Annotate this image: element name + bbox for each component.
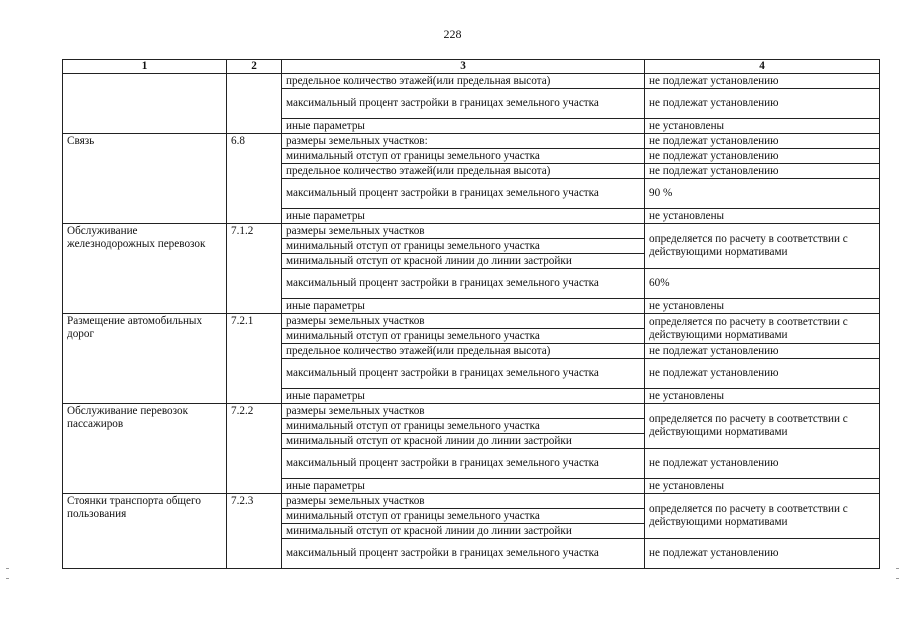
use-name-cell: Размещение автомобильных дорог [63,314,227,404]
header-row [63,60,880,74]
param-cell: максимальный процент застройки в границах земельного участка [282,179,645,209]
table-row [63,134,880,149]
table-row [63,494,880,509]
value-cell: 60% [645,269,880,299]
use-code-cell [227,74,282,134]
value-cell: 90 % [645,179,880,209]
param-cell: минимальный отступ от красной линии до линии застройки [282,254,645,269]
param-cell: размеры земельных участков [282,314,645,329]
param-cell: максимальный процент застройки в границах земельного участка [282,539,645,569]
param-cell: предельное количество этажей(или предельная высота) [282,164,645,179]
param-cell: минимальный отступ от границы земельного участка [282,419,645,434]
header-col-4: 4 [645,60,880,74]
value-cell: не подлежат установлению [645,449,880,479]
value-cell: не подлежат установлению [645,149,880,164]
regulations-table [62,59,880,569]
param-cell: размеры земельных участков [282,404,645,419]
use-code-cell: 7.2.1 [227,314,282,404]
use-code-cell: 6.8 [227,134,282,224]
scan-mark-right [896,568,899,569]
use-code-cell: 7.1.2 [227,224,282,314]
use-name-cell: Обслуживание перевозок пассажиров [63,404,227,494]
value-cell: не подлежат установлению [645,74,880,89]
value-cell: не подлежат установлению [645,134,880,149]
param-cell: минимальный отступ от границы земельного участка [282,149,645,164]
param-cell: размеры земельных участков [282,494,645,509]
page-number: 228 [443,27,462,41]
value-cell: не установлены [645,299,880,314]
value-cell: определяется по расчету в соответствии с действующими нормативами [645,224,880,269]
param-cell: минимальный отступ от красной линии до линии застройки [282,524,645,539]
param-cell: максимальный процент застройки в границах земельного участка [282,269,645,299]
use-name-cell: Обслуживание железнодорожных перевозок [63,224,227,314]
header-col-3: 3 [282,60,645,74]
param-cell: максимальный процент застройки в границах земельного участка [282,449,645,479]
use-name-cell: Стоянки транспорта общего пользования [63,494,227,569]
use-name-cell [63,74,227,134]
param-cell: минимальный отступ от границы земельного участка [282,239,645,254]
param-cell: иные параметры [282,389,645,404]
param-cell: минимальный отступ от границы земельного участка [282,329,645,344]
param-cell: иные параметры [282,209,645,224]
table-row [63,404,880,419]
header-col-2: 2 [227,60,282,74]
value-cell: не установлены [645,479,880,494]
header-col-1: 1 [63,60,227,74]
param-cell: предельное количество этажей(или предельная высота) [282,344,645,359]
value-cell: не установлены [645,119,880,134]
param-cell: предельное количество этажей(или предельная высота) [282,74,645,89]
use-name-cell: Связь [63,134,227,224]
param-cell: размеры земельных участков [282,224,645,239]
param-cell: иные параметры [282,119,645,134]
value-cell: не подлежат установлению [645,359,880,389]
value-cell: не установлены [645,389,880,404]
param-cell: максимальный процент застройки в границах земельного участка [282,89,645,119]
scan-mark-right [896,578,899,579]
value-cell: не подлежат установлению [645,344,880,359]
scan-mark-left [6,568,9,569]
value-cell: определяется по расчету в соответствии с действующими нормативами [645,494,880,539]
table-row [63,224,880,239]
table-row [63,74,880,89]
scan-mark-left [6,578,9,579]
value-cell: не подлежат установлению [645,164,880,179]
value-cell: определяется по расчету в соответствии с действующими нормативами [645,314,880,344]
param-cell: размеры земельных участков: [282,134,645,149]
use-code-cell: 7.2.2 [227,404,282,494]
param-cell: иные параметры [282,479,645,494]
param-cell: минимальный отступ от границы земельного участка [282,509,645,524]
value-cell: не установлены [645,209,880,224]
use-code-cell: 7.2.3 [227,494,282,569]
param-cell: минимальный отступ от красной линии до линии застройки [282,434,645,449]
param-cell: иные параметры [282,299,645,314]
value-cell: определяется по расчету в соответствии с действующими нормативами [645,404,880,449]
value-cell: не подлежат установлению [645,89,880,119]
table-row [63,314,880,329]
param-cell: максимальный процент застройки в границах земельного участка [282,359,645,389]
value-cell: не подлежат установлению [645,539,880,569]
